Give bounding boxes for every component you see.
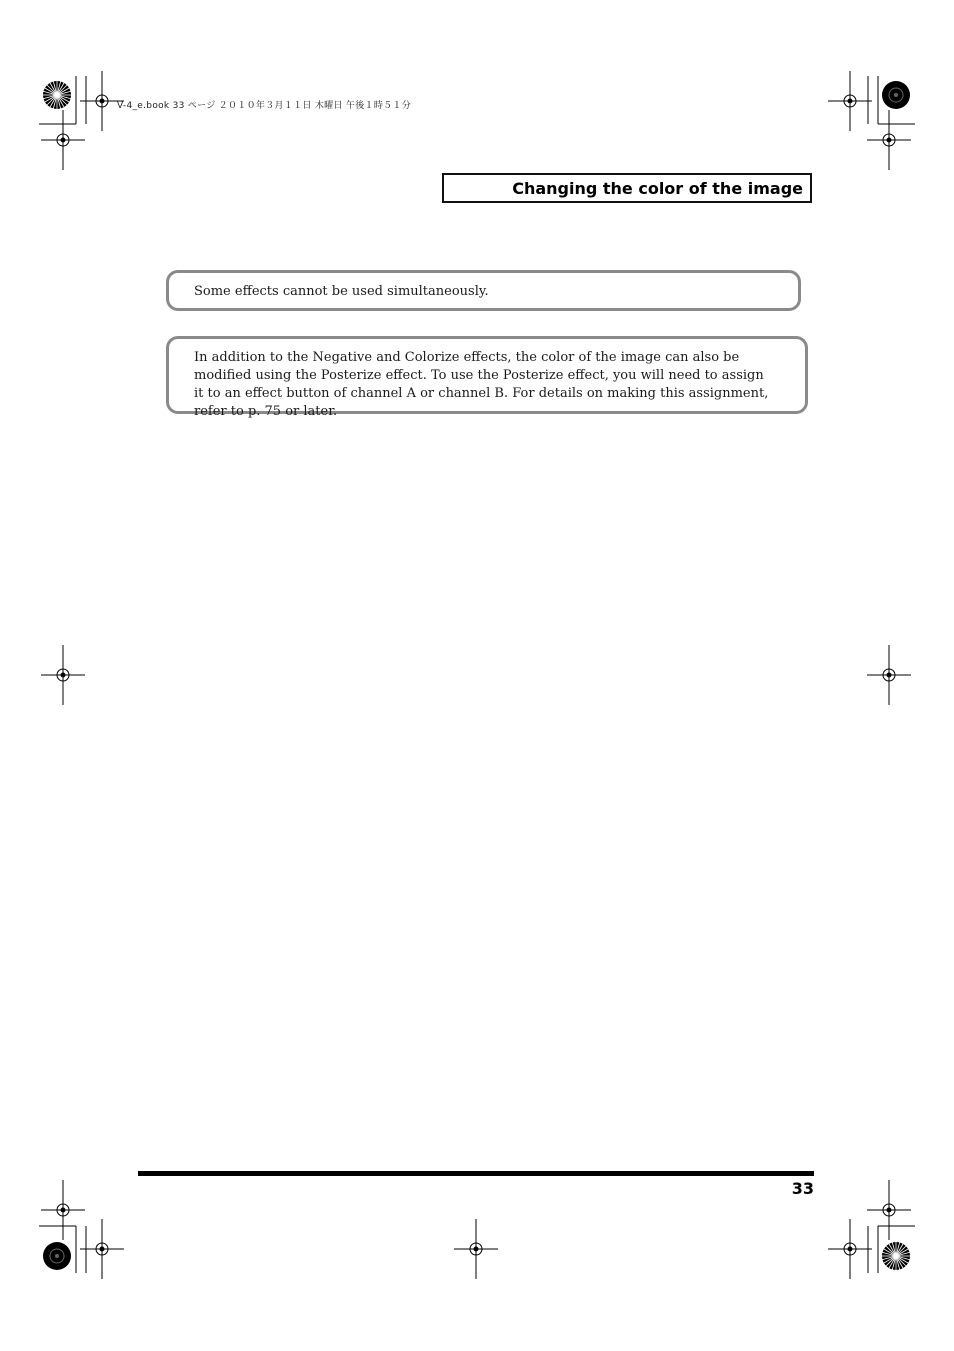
registration-crosshair-icon: [867, 1180, 911, 1240]
registration-crosshair-icon: [41, 645, 85, 705]
registration-crosshair-icon: [867, 645, 911, 705]
registration-crosshair-icon: [867, 110, 911, 170]
note-box: [166, 336, 808, 419]
footer-rule: [138, 1171, 814, 1176]
note-text: In addition to the Negative and Colorize effects, the color of the image can also be modified using the Posterize effect. To use the Posterize effect, you will need to assign it to an effect button of channel A or channel B. For details on making this assignment, refer to p. 75 or later.: [194, 350, 769, 419]
color-star-target-icon: [43, 81, 71, 109]
registration-crosshair-icon: [80, 1219, 124, 1279]
registration-crosshair-icon: [828, 71, 872, 131]
registration-crosshair-icon: [454, 1219, 498, 1279]
page-number: 33: [791, 1179, 814, 1198]
note-text: Some effects cannot be used simultaneously.: [194, 284, 489, 299]
registration-crosshair-icon: [828, 1219, 872, 1279]
note-box: [166, 270, 801, 311]
section-title-text: Changing the color of the image: [512, 178, 803, 198]
color-star-target-icon: [43, 1242, 71, 1270]
color-star-target-icon: [882, 81, 910, 109]
printer-info-line: V-4_e.book 33 ページ ２０１０年３月１１日 木曜日 午後１時５１分: [117, 101, 412, 111]
section-title: [442, 173, 812, 203]
registration-crosshair-icon: [41, 1180, 85, 1240]
color-star-target-icon: [882, 1242, 910, 1270]
registration-crosshair-icon: [41, 110, 85, 170]
